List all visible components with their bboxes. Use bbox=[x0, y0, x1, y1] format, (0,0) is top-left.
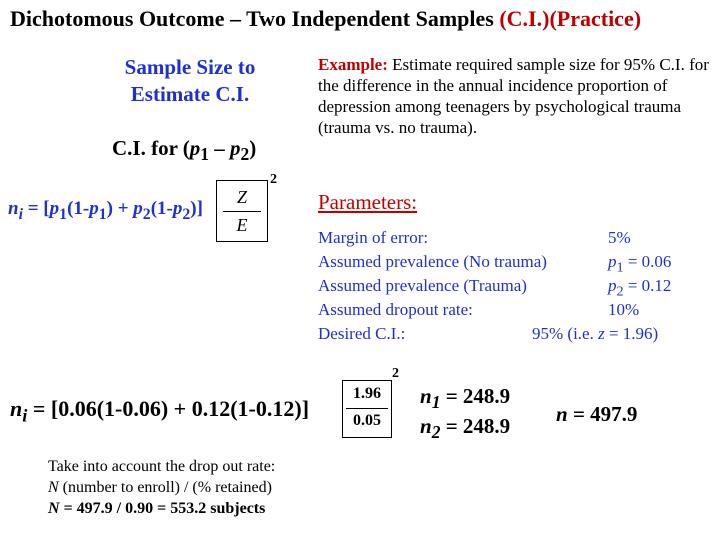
param-label-prev-trauma: Assumed prevalence (Trauma) bbox=[318, 276, 527, 295]
bf-numerator: 1.96 bbox=[353, 385, 381, 402]
bf-lhs: n bbox=[10, 396, 23, 421]
param-ci-val: = 1.96) bbox=[604, 324, 659, 343]
gf-close: )] bbox=[190, 198, 203, 219]
ci-suffix: ) bbox=[249, 136, 257, 160]
n2-sub: 2 bbox=[431, 422, 441, 443]
gf-mid1: (1- bbox=[67, 198, 90, 219]
param-p1-val: = 0.06 bbox=[623, 252, 672, 271]
param-p1-sym: p bbox=[608, 252, 617, 271]
result-n-total bbox=[556, 402, 637, 427]
general-sample-size-formula bbox=[8, 198, 203, 224]
bf-exponent: 2 bbox=[392, 366, 399, 381]
param-p2-sym: p bbox=[608, 276, 617, 295]
gf-eq: = [ bbox=[22, 198, 50, 219]
param-value-dropout: 10% bbox=[608, 300, 640, 319]
sample-size-heading bbox=[110, 54, 270, 108]
note-line3-sym: N bbox=[48, 500, 60, 517]
n-total-sym: n bbox=[556, 402, 568, 426]
bf-fraction-line bbox=[346, 408, 388, 409]
bf-denominator: 0.05 bbox=[353, 412, 381, 429]
note-line2-sym: N bbox=[48, 479, 59, 496]
bf-lhs-sub: i bbox=[22, 405, 28, 426]
param-value-prev-no-trauma bbox=[608, 252, 671, 276]
gf-numerator: Z bbox=[236, 187, 247, 207]
ci-p1: p bbox=[189, 136, 201, 160]
note-line3-text: = 497.9 / 0.90 = 553.2 subjects bbox=[59, 500, 266, 517]
parameters-title: Parameters: bbox=[318, 190, 418, 214]
gf-p1a: p bbox=[49, 198, 60, 219]
result-n2 bbox=[420, 414, 510, 443]
gf-p2b: p bbox=[172, 198, 183, 219]
ci-sub2: 2 bbox=[240, 144, 250, 165]
param-label-prev-no-trauma: Assumed prevalence (No trauma) bbox=[318, 252, 547, 271]
heading-line1: Sample Size to bbox=[124, 55, 256, 79]
param-value-desired-ci bbox=[532, 324, 658, 344]
n2-sym: n bbox=[420, 414, 432, 438]
bf-body: = [0.06(1-0.06) + 0.12(1-0.12)] bbox=[27, 396, 310, 421]
ci-sub1: 1 bbox=[200, 144, 210, 165]
gf-fraction-line bbox=[223, 211, 261, 212]
dropout-note bbox=[48, 456, 368, 519]
gf-s1a: 1 bbox=[59, 205, 68, 223]
ci-prefix: C.I. for ( bbox=[112, 136, 190, 160]
n1-sym: n bbox=[420, 384, 432, 408]
n1-sub: 1 bbox=[431, 392, 441, 413]
note-line2-text: (number to enroll) / (% retained) bbox=[58, 479, 272, 496]
gf-s2a: 2 bbox=[142, 205, 151, 223]
gf-lhs: n bbox=[8, 198, 19, 219]
gf-denominator: E bbox=[236, 215, 248, 235]
param-p2-sub: 2 bbox=[616, 283, 624, 300]
ci-p2: p bbox=[230, 136, 241, 160]
worked-fraction-bracket bbox=[342, 380, 392, 438]
gf-mid2: ) + bbox=[106, 198, 134, 219]
n2-val: = 248.9 bbox=[440, 414, 511, 438]
param-p2-val: = 0.12 bbox=[623, 276, 672, 295]
example-text: Estimate required sample size for 95% C.I. for the difference in the annual incidence proportion of depression among teenagers by psychological trauma (trauma vs. no trauma). bbox=[318, 55, 709, 137]
heading-line2: Estimate C.I. bbox=[130, 82, 250, 106]
slide-title bbox=[10, 6, 641, 32]
n-total-val: = 497.9 bbox=[567, 402, 638, 426]
param-value-prev-trauma bbox=[608, 276, 671, 300]
title-main: Dichotomous Outcome – Two Independent Samples bbox=[10, 6, 500, 31]
note-line1: Take into account the drop out rate: bbox=[48, 458, 276, 475]
gf-s2b: 2 bbox=[182, 205, 191, 223]
ci-for-label bbox=[112, 136, 256, 165]
gf-lhs-sub: i bbox=[18, 205, 23, 223]
general-fraction-bracket bbox=[216, 180, 268, 242]
example-label: Example: bbox=[318, 55, 388, 74]
gf-mid3: (1- bbox=[150, 198, 173, 219]
param-ci-pre: 95% (i.e. bbox=[532, 324, 599, 343]
title-highlight: (C.I.)(Practice) bbox=[499, 6, 642, 31]
param-value-margin: 5% bbox=[608, 228, 631, 247]
result-n1 bbox=[420, 384, 510, 413]
param-p1-sub: 1 bbox=[616, 259, 624, 276]
param-label-dropout: Assumed dropout rate: bbox=[318, 300, 473, 319]
gf-exponent: 2 bbox=[270, 172, 277, 187]
param-label-margin: Margin of error: bbox=[318, 228, 429, 247]
n1-val: = 248.9 bbox=[440, 384, 511, 408]
worked-sample-size-formula bbox=[10, 396, 309, 426]
param-ci-sym: z bbox=[598, 324, 605, 343]
param-label-desired-ci: Desired C.I.: bbox=[318, 324, 406, 343]
note-line2 bbox=[48, 477, 368, 498]
gf-s1b: 1 bbox=[98, 205, 107, 223]
gf-p1b: p bbox=[89, 198, 99, 219]
note-line3 bbox=[48, 498, 368, 519]
example-paragraph bbox=[318, 54, 714, 138]
gf-p2a: p bbox=[133, 198, 143, 219]
ci-minus: – bbox=[209, 136, 231, 160]
